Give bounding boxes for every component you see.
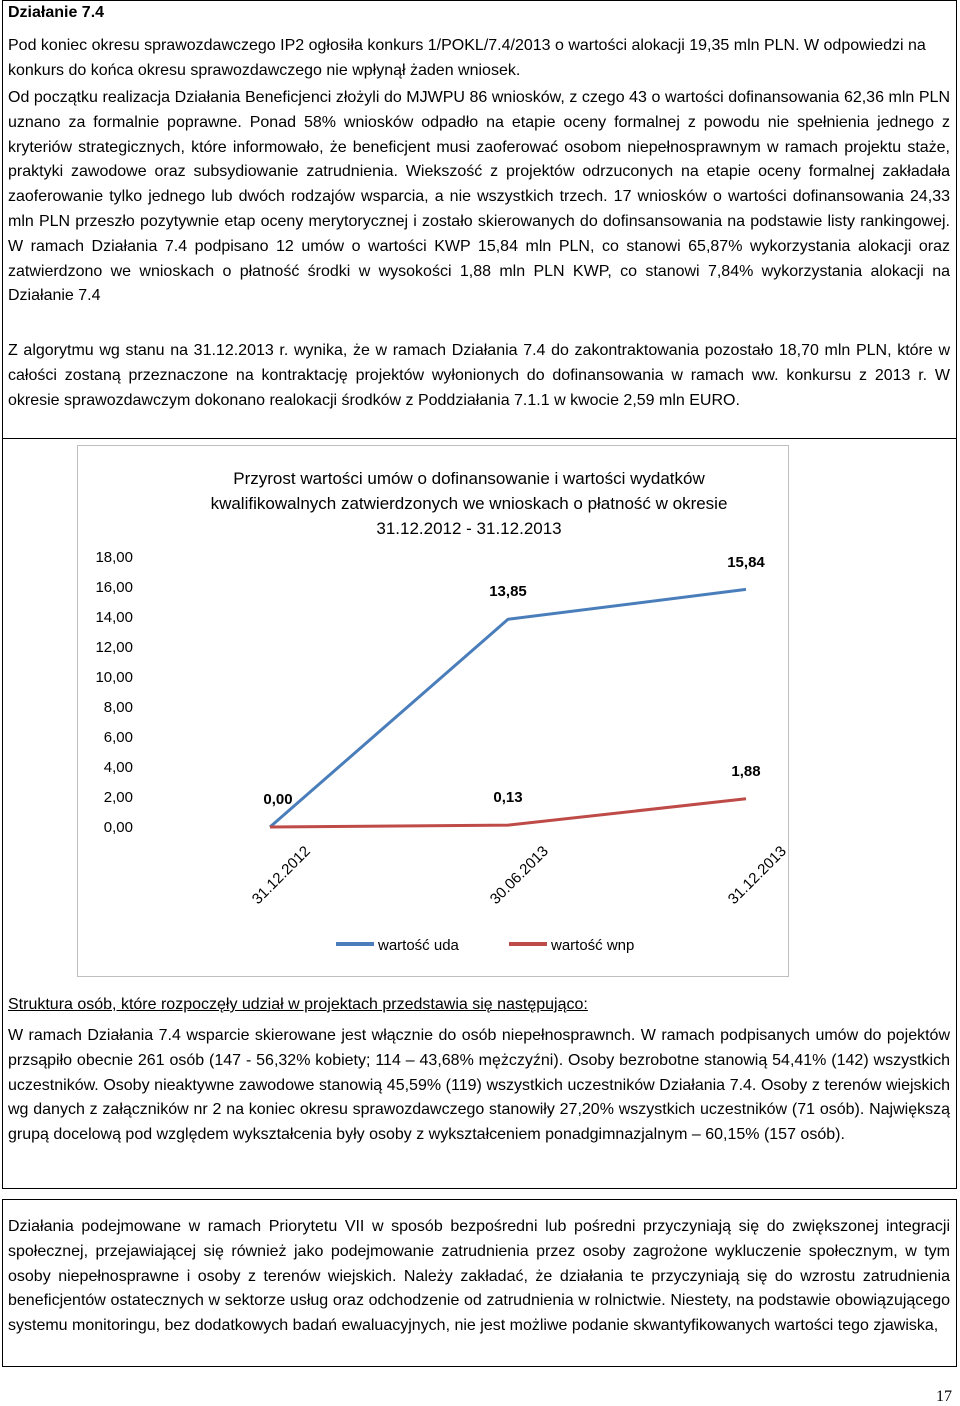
y-tick-label: 18,00 [95, 549, 133, 566]
paragraph-algorytm [8, 339, 950, 413]
chart-title-line: kwalifikowalnych zatwierdzonych we wnioskach o płatność w okresie [210, 494, 728, 513]
chart-title-line: Przyrost wartości umów o dofinansowanie i wartości wydatków [233, 469, 705, 488]
paragraph-text: Z algorytmu wg stanu na 31.12.2013 r. wynika, że w ramach Działania 7.4 do zakontraktowania pozostało 18,70 mln PLN, które w całości zostaną przeznaczone na kontraktację projektów wyłonionych do dofinansowania w ramach ww. konkursu z 2013 r. W okresie sprawozdawczym dokonano realokacji środków z Poddziałania 7.1.1 w kwocie 2,59 mln EURO. [8, 342, 950, 409]
paragraph-konkurs [8, 34, 950, 84]
legend-label: wartość uda [378, 937, 459, 954]
chart-canvas [78, 446, 790, 978]
x-tick-label: 31.12.2012 [248, 842, 314, 908]
cell-divider [2, 438, 957, 439]
paragraph-wnioski [8, 86, 950, 309]
data-label: 0,00 [263, 791, 293, 808]
y-tick-label: 14,00 [95, 609, 133, 626]
paragraph-struktura [8, 1024, 950, 1148]
y-tick-label: 6,00 [103, 729, 133, 746]
data-label: 13,85 [489, 583, 527, 600]
y-tick-label: 16,00 [95, 579, 133, 596]
data-label: 15,84 [727, 554, 765, 571]
x-tick-label: 30.06.2013 [486, 842, 552, 908]
y-tick-label: 0,00 [103, 819, 133, 836]
x-tick-label: 31.12.2013 [724, 842, 790, 908]
legend-label: wartość wnp [551, 937, 635, 954]
paragraph-text: Działania podejmowane w ramach Priorytetu VII w sposób bezpośredni lub pośredni przyczyniają się do zwiększonej integracji społecznej, przejawiającej się również jako podejmowanie zatrudnienia przez osoby zagrożone wykluczenie społecznym, w tym osoby niepełnosprawne i osoby z terenów wiejskich. Należy zakładać, że działania te przyczyniają się do wzrostu zatrudnienia beneficjentów ostatecznych w sektorze usług oraz odchodzenie od zatrudnienia w rolnictwie. Niestety, na podstawie obowiązującego systemu monitoringu, bez dodatkowych badań ewaluacyjnych, nie jest możliwe podanie skwantyfikowanych wartości tego zjawiska, [8, 1218, 950, 1335]
data-label: 1,88 [731, 763, 761, 780]
y-tick-label: 10,00 [95, 669, 133, 686]
data-label: 0,13 [493, 789, 523, 806]
y-tick-label: 12,00 [95, 639, 133, 656]
chart-title-line: 31.12.2012 - 31.12.2013 [376, 519, 562, 538]
y-tick-label: 4,00 [103, 759, 133, 776]
line-chart [77, 445, 789, 977]
y-tick-label: 8,00 [103, 699, 133, 716]
y-tick-label: 2,00 [103, 789, 133, 806]
page-number: 17 [936, 1388, 952, 1405]
section-heading: Działanie 7.4 [8, 4, 105, 21]
paragraph-text: Pod koniec okresu sprawozdawczego IP2 ogłosiła konkurs 1/POKL/7.4/2013 o wartości alokacji 19,35 mln PLN. W odpowiedzi na konkurs do końca okresu sprawozdawczego nie wpłynął żaden wniosek. [8, 37, 926, 79]
paragraph-priorytet [8, 1215, 950, 1339]
structure-heading: Struktura osób, które rozpoczęły udział w projektach przedstawia się następująco: [8, 996, 588, 1013]
paragraph-text: Od początku realizacja Działania Beneficjenci złożyli do MJWPU 86 wniosków, z czego 43 o wartości dofinansowania 62,36 mln PLN uznano za formalnie poprawne. Ponad 58% wniosków odpadło na etapie oceny formalnej z powodu nie spełnienia jednego z kryteriów strategicznych, które informowało, że beneficjent musi zaoferować osobom niepełnosprawnym w ramach projektu staże, praktyki zawodowe oraz subsydiowanie zatrudnienia. Wiekszość z projektów odrzuconych na etapie oceny formalnej zakładała zaoferowanie tylko jednego lub dwóch rodzajów wsparcia, a nie wszystkich trzech. 17 wniosków o wartości dofinansowania 24,33 mln PLN przeszło pozytywnie etap oceny merytorycznej i zostało skierowanych do dofinsansowania na podstawie listy rankingowej. W ramach Działania 7.4 podpisano 12 umów o wartości KWP 15,84 mln PLN, co stanowi 65,87% wykorzystania alokacji oraz zatwierdzono we wnioskach o płatność środki w wysokości 1,88 mln PLN KWP, co stanowi 7,84% wykorzystania alokacji na Działanie 7.4 [8, 89, 950, 305]
paragraph-text: W ramach Działania 7.4 wsparcie skierowane jest włącznie do osób niepełnosprawnch. W ramach podpisanych umów do pojektów przsąpiło obecnie 261 osób (147 - 56,32% kobiety; 114 – 43,68% mężczyźni). Osoby bezrobotne stanowią 54,41% (142) wszystkich uczestników. Osoby nieaktywne zawodowe stanowią 45,59% (119) wszystkich uczestników Działania 7.4. Osoby z terenów wiejskich wg danych z załączników nr 2 na koniec okresu sprawozdawczego stanowiły 27,20% wszystkich uczestników (71 osób). Największą grupą docelową pod względem wykształcenia były osoby z wykształceniem ponadgimnazjalnym – 60,15% (157 osób). [8, 1027, 950, 1144]
